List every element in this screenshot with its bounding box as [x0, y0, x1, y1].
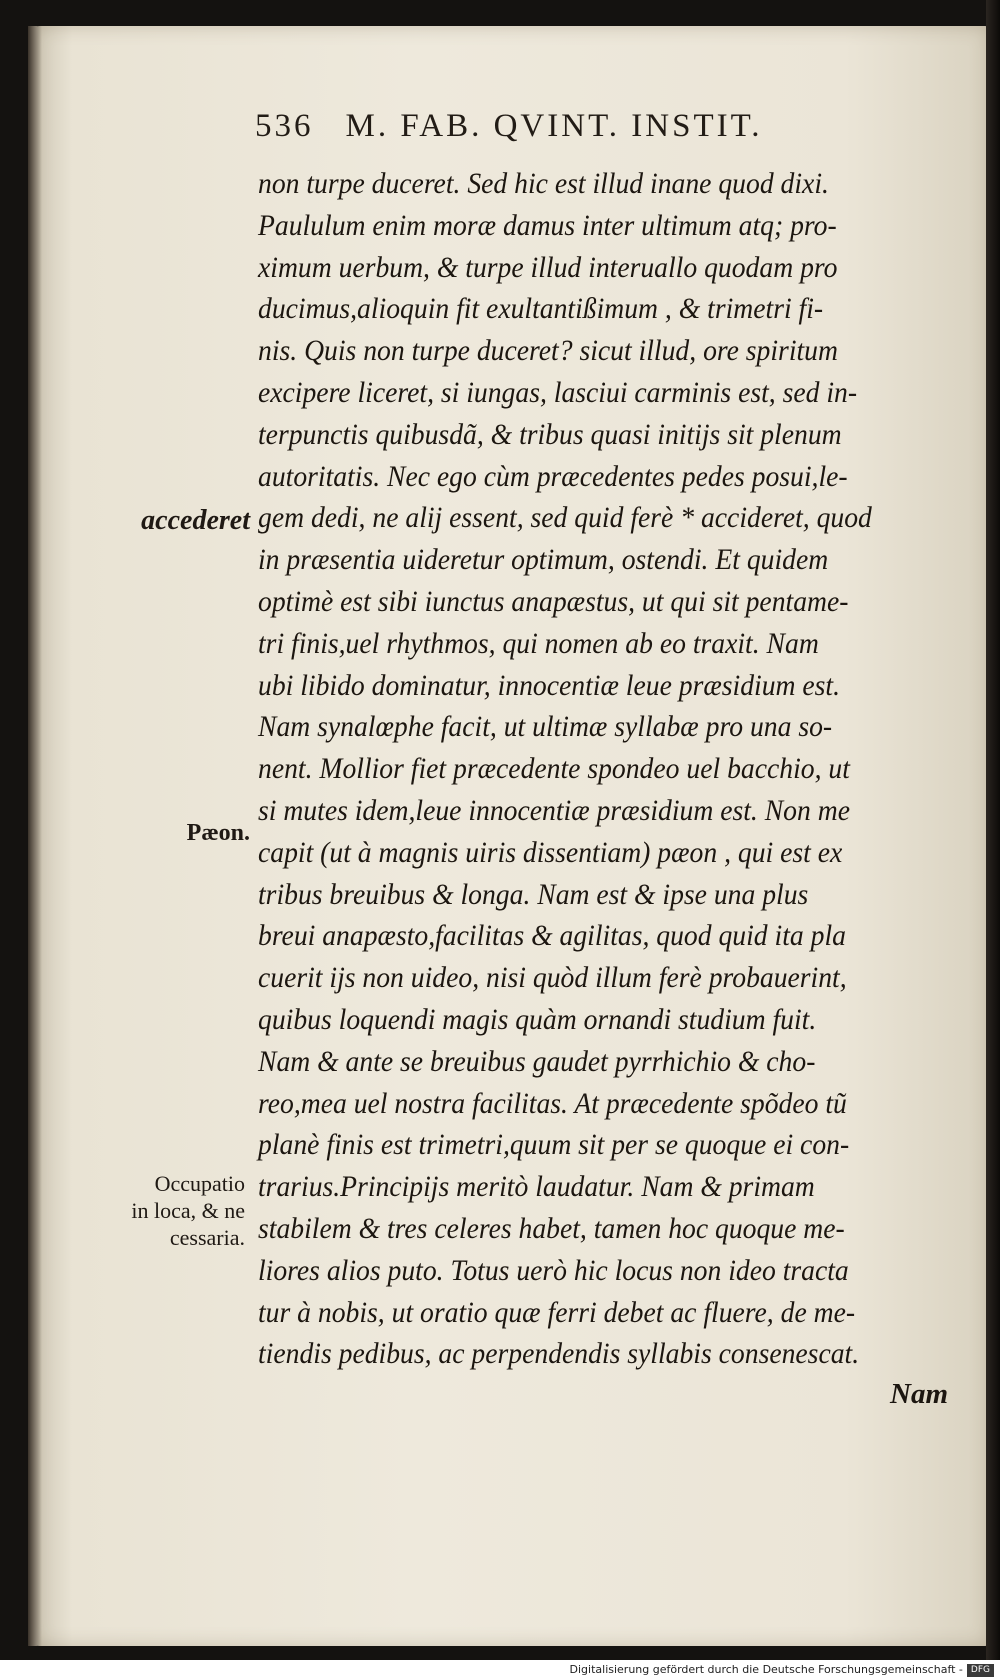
catchword: Nam — [890, 1378, 948, 1410]
marginal-line: cessaria. — [169, 1225, 245, 1250]
marginal-note-accederet: accederet — [141, 505, 250, 536]
text-line: ximum uerbum, & turpe illud interuallo quodam pro — [258, 250, 838, 284]
marginal-line: in loca, & ne — [131, 1198, 245, 1223]
text-line: tri finis,uel rhythmos, qui nomen ab eo traxit. Nam — [258, 626, 819, 660]
running-title: M. FAB. QVINT. INSTIT. — [345, 108, 763, 144]
text-line: ubi libido dominatur, innocentiæ leue præsidium est. — [258, 668, 841, 702]
text-line: ducimus,alioquin fit exultantißimum , & trimetri fi- — [258, 292, 824, 326]
text-line: nis. Quis non turpe duceret? sicut illud, ore spiritum — [258, 334, 838, 368]
text-line: tiendis pedibus, ac perpendendis syllabis consenescat. — [258, 1337, 860, 1371]
text-line: tur à nobis, ut oratio quæ ferri debet ac fluere, de me- — [258, 1295, 856, 1329]
page-number: 536 — [255, 108, 314, 144]
text-line: autoritatis. Nec ego cùm præcedentes pedes posui,le- — [258, 459, 848, 493]
text-line: quibus loquendi magis quàm ornandi studium fuit. — [258, 1002, 817, 1036]
text-line: breui anapæsto,facilitas & agilitas, quod quid ita pla — [258, 919, 846, 953]
text-line: optimè est sibi iunctus anapæstus, ut qui sit pentame- — [258, 584, 849, 618]
text-line: non turpe duceret. Sed hic est illud inane quod dixi. — [258, 167, 829, 200]
text-line: Paululum enim moræ damus inter ultimum atq; pro- — [258, 208, 837, 242]
running-head — [255, 108, 905, 145]
text-line: excipere liceret, si iungas, lasciui carminis est, sed in- — [258, 375, 858, 409]
text-line: stabilem & tres celeres habet, tamen hoc quoque me- — [258, 1211, 845, 1245]
text-line: tribus breuibus & longa. Nam est & ipse una plus — [258, 877, 809, 911]
body-text — [258, 163, 958, 1375]
text-line: planè finis est trimetri,quum sit per se quoque ei con- — [258, 1128, 850, 1162]
text-line: Nam synalœphe facit, ut ultimæ syllabæ pro una so- — [258, 710, 833, 744]
text-line: si mutes idem,leue innocentiæ præsidium est. Non me — [258, 793, 850, 827]
text-line: cuerit ijs non uideo, nisi quòd illum ferè probauerint, — [258, 961, 847, 995]
footer-credit — [0, 1661, 1000, 1679]
marginal-note-paeon: Pæon. — [186, 820, 250, 846]
text-line: liores alios puto. Totus uerò hic locus non ideo tracta — [258, 1253, 849, 1287]
footer-text: Digitalisierung gefördert durch die Deutsche Forschungsgemeinschaft - — [569, 1663, 963, 1676]
scan-edge — [986, 0, 1000, 1660]
text-line: trarius.Principijs meritò laudatur. Nam & primam — [258, 1170, 815, 1204]
text-line: Nam & ante se breuibus gaudet pyrrhichio & cho- — [258, 1044, 816, 1078]
marginal-line: Occupatio — [154, 1171, 245, 1196]
text-line: in præsentia uideretur optimum, ostendi. Et quidem — [258, 543, 829, 577]
text-line: nent. Mollior fiet præcedente spondeo uel bacchio, ut — [258, 752, 850, 786]
text-line: reo,mea uel nostra facilitas. At præcedente spõdeo tũ — [258, 1086, 847, 1120]
text-line: capit (ut à magnis uiris dissentiam) pæon , qui est ex — [258, 835, 843, 869]
marginal-note-occupatio — [100, 1170, 245, 1251]
text-line: terpunctis quibusdã, & tribus quasi initijs sit plenum — [258, 417, 842, 451]
text-line: gem dedi, ne alij essent, sed quid ferè * accideret, quod — [258, 501, 872, 535]
dfg-logo: DFG — [967, 1664, 994, 1677]
